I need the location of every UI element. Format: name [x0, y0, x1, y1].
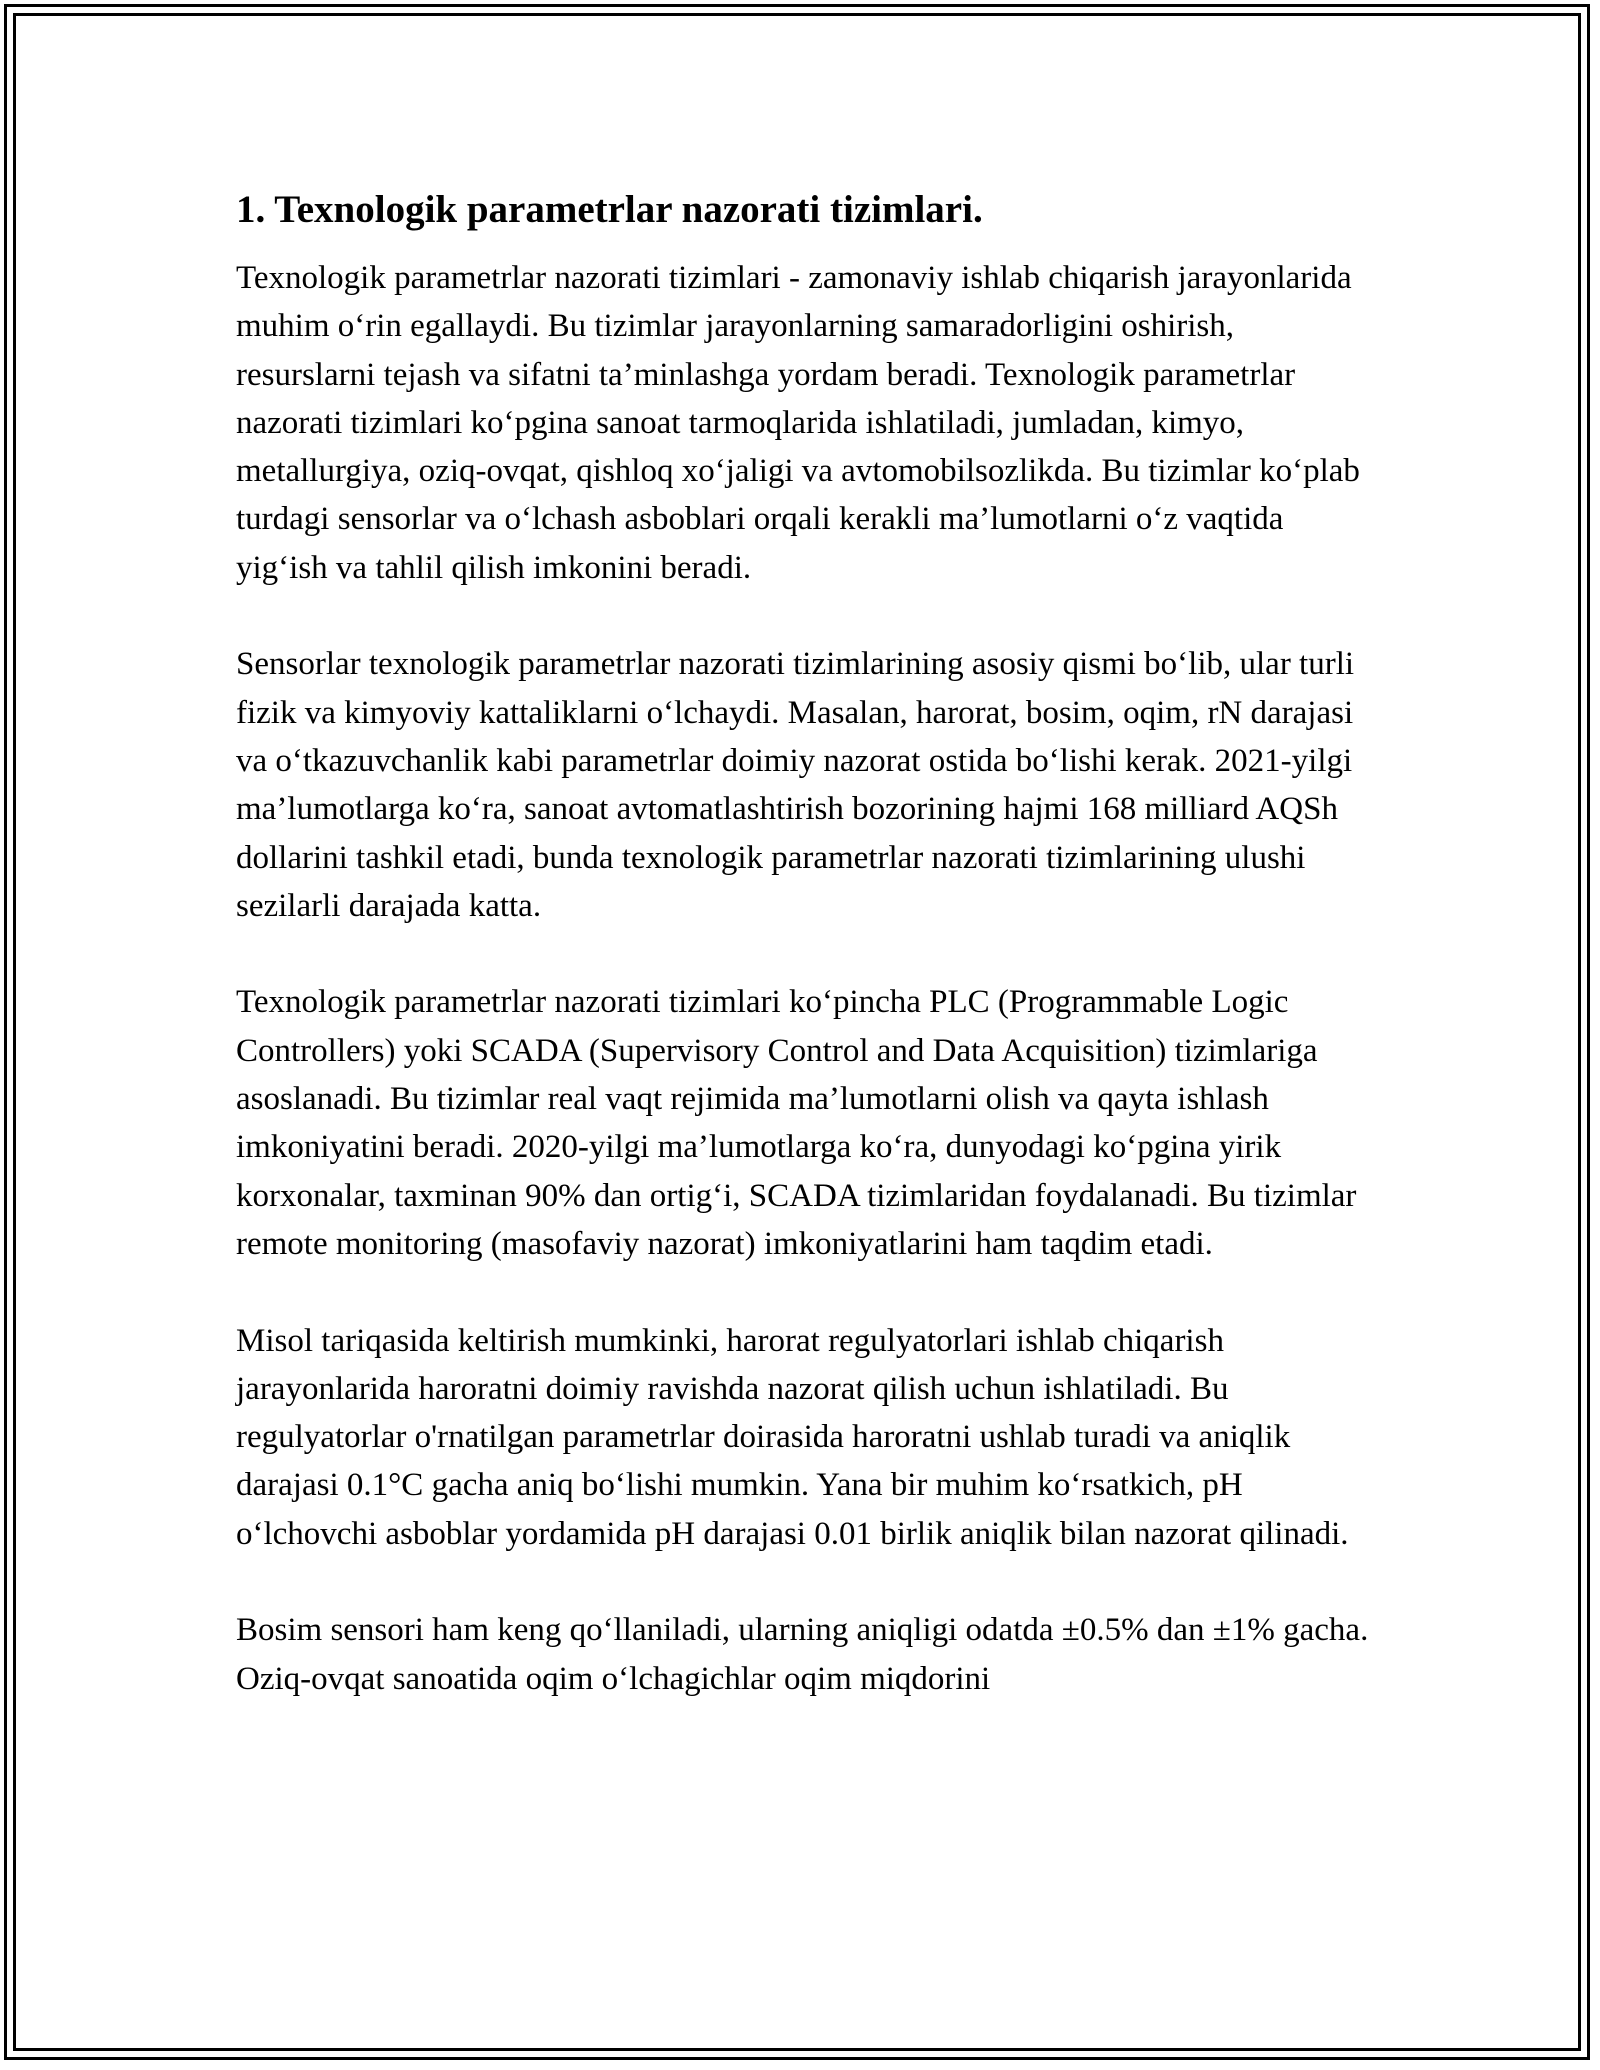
paragraph-pressure-sensors: Bosim sensori ham keng qo‘llaniladi, ularning aniqligi odatda ±0.5% dan ±1% gacha. Oziq-ovqat sanoatida oqim o‘lchagichlar oqim miqdorini: [236, 1612, 1369, 1697]
document-body: [236, 186, 1371, 1751]
paragraph-sensors: Sensorlar texnologik parametrlar nazorati tizimlarining asosiy qismi bo‘lib, ular turli fizik va kimyoviy kattaliklarni o‘lchaydi. Masalan, harorat, bosim, oqim, rN darajasi va o‘tkazuvchanlik kabi parametrlar doimiy nazorat ostida bo‘lishi kerak. 2021-yilgi ma’lumotlarga ko‘ra, sanoat avtomatlashtirish bozorining hajmi 168 milliard AQSh dollarini tashkil etadi, bunda texnologik parametrlar nazorati tizimlarining ulushi sezilarli darajada katta.: [236, 646, 1355, 924]
paragraph-plc-scada: Texnologik parametrlar nazorati tizimlari ko‘pincha PLC (Programmable Logic Controllers) yoki SCADA (Supervisory Control and Data Acquisition) tizimlariga asoslanadi. Bu tizimlar real vaqt rejimida ma’lumotlarni olish va qayta ishlash imkoniyatini beradi. 2020-yilgi ma’lumotlarga ko‘ra, dunyodagi ko‘pgina yirik korxonalar, taxminan 90% dan ortig‘i, SCADA tizimlaridan foydalanadi. Bu tizimlar remote monitoring (masofaviy nazorat) imkoniyatlarini ham taqdim etadi.: [236, 984, 1357, 1262]
paragraph-intro: Texnologik parametrlar nazorati tizimlari - zamonaviy ishlab chiqarish jarayonlarida muhim o‘rin egallaydi. Bu tizimlar jarayonlarning samaradorligini oshirish, resurslarni tejash va sifatni ta’minlashga yordam beradi. Texnologik parametrlar nazorati tizimlari ko‘pgina sanoat tarmoqlarida ishlatiladi, jumladan, kimyo, metallurgiya, oziq-ovqat, qishloq xo‘jaligi va avtomobilsozlikda. Bu tizimlar ko‘plab turdagi sensorlar va o‘lchash asboblari orqali kerakli ma’lumotlarni o‘z vaqtida yig‘ish va tahlil qilish imkonini beradi.: [236, 260, 1360, 586]
paragraph-temperature-regulators: Misol tariqasida keltirish mumkinki, harorat regulyatorlari ishlab chiqarish jarayonlarida haroratni doimiy ravishda nazorat qilish uchun ishlatiladi. Bu regulyatorlar o'rnatilgan parametrlar doirasida haroratni ushlab turadi va aniqlik darajasi 0.1°C gacha aniq bo‘lishi mumkin. Yana bir muhim ko‘rsatkich, pH o‘lchovchi asboblar yordamida pH darajasi 0.01 birlik aniqlik bilan nazorat qilinadi.: [236, 1322, 1349, 1552]
section-heading: 1. Texnologik parametrlar nazorati tizimlari.: [236, 188, 983, 231]
